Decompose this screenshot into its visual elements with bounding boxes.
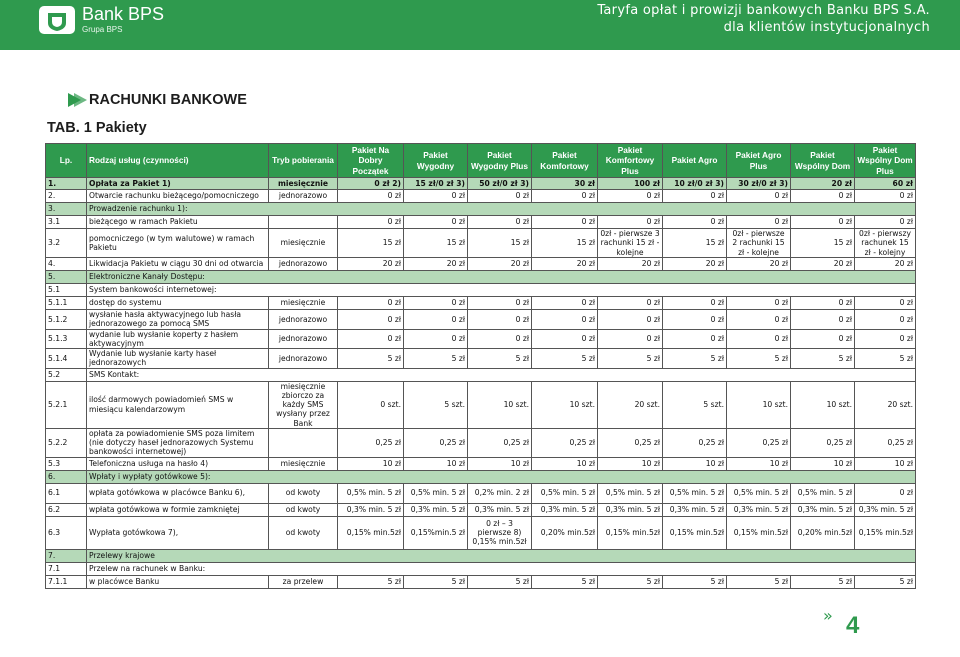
row-value-cell: 0,20% min.5zł	[791, 516, 855, 549]
row-number-cell: 5.1.2	[46, 310, 87, 330]
row-value-cell: 0 zł	[468, 190, 532, 203]
row-value-cell: 0,3% min. 5 zł	[791, 503, 855, 516]
row-value-cell: 0,3% min. 5 zł	[663, 503, 727, 516]
column-header: Pakiet Komfortowy Plus	[598, 144, 663, 178]
row-value-cell: 0 zł	[791, 297, 855, 310]
row-value-cell: 5 zł	[663, 349, 727, 369]
row-value-cell: 20 zł	[404, 258, 468, 271]
row-value-cell: 15 zł	[338, 229, 404, 258]
row-value-cell: 0,3% min. 5 zł	[598, 503, 663, 516]
brand-name: Bank BPS	[82, 4, 165, 24]
column-header: Pakiet Agro Plus	[727, 144, 791, 178]
row-value-cell: 0 zł	[468, 297, 532, 310]
row-value-cell: 10 zł	[598, 457, 663, 470]
row-value-cell: 0 zł – 3 pierwsze 8) 0,15% min.5zł	[468, 516, 532, 549]
row-value-cell: 15 zł	[404, 229, 468, 258]
table-row	[46, 516, 916, 549]
row-value-cell: 15 zł/0 zł 3)	[404, 178, 468, 190]
row-mode-cell: od kwoty	[269, 503, 338, 516]
row-value-cell: 20 zł	[598, 258, 663, 271]
row-value-cell: 5 zł	[855, 575, 916, 588]
row-value-cell: 10 szt.	[468, 381, 532, 428]
row-mode-cell: jednorazowo	[269, 349, 338, 369]
row-value-cell: 0 zł	[532, 297, 598, 310]
row-value-cell: 20 zł	[791, 178, 855, 190]
table-row	[46, 503, 916, 516]
row-value-cell: 5 zł	[468, 349, 532, 369]
row-value-cell: 15 zł	[791, 229, 855, 258]
row-value-cell: 10 zł	[727, 457, 791, 470]
row-value-cell: 5 zł	[404, 349, 468, 369]
row-value-cell: 0,3% min. 5 zł	[468, 503, 532, 516]
row-number-cell: 5.1.4	[46, 349, 87, 369]
row-number-cell: 1.	[46, 178, 87, 190]
row-number-cell: 3.	[46, 203, 87, 216]
column-header: Lp.	[46, 144, 87, 178]
row-value-cell: 0,5% min. 5 zł	[532, 483, 598, 503]
row-value-cell: 0 zł	[338, 190, 404, 203]
column-header: Rodzaj usług (czynności)	[87, 144, 269, 178]
row-number-cell: 5.2.1	[46, 381, 87, 428]
row-value-cell: 0,25 zł	[598, 428, 663, 457]
bank-logo-icon	[38, 5, 76, 35]
row-value-cell: 10 zł	[338, 457, 404, 470]
row-service-cell: wpłata gotówkowa w placówce Banku 6),	[87, 483, 269, 503]
row-value-cell: 100 zł	[598, 178, 663, 190]
row-section-cell: System bankowości internetowej:	[87, 284, 916, 297]
row-value-cell: 0 zł	[855, 483, 916, 503]
row-value-cell: 0 zł	[791, 310, 855, 330]
row-value-cell: 0 zł	[598, 216, 663, 229]
row-value-cell: 0 zł	[663, 190, 727, 203]
row-value-cell: 0,5% min. 5 zł	[791, 483, 855, 503]
row-number-cell: 5.	[46, 271, 87, 284]
row-service-cell: pomocniczego (w tym walutowe) w ramach Pakietu	[87, 229, 269, 258]
column-header: Pakiet Wspólny Dom Plus	[855, 144, 916, 178]
row-number-cell: 5.2	[46, 368, 87, 381]
row-value-cell: 0 zł	[532, 190, 598, 203]
row-value-cell: 30 zł/0 zł 3)	[727, 178, 791, 190]
row-value-cell: 0 zł	[855, 329, 916, 349]
row-value-cell: 0,3% min. 5 zł	[855, 503, 916, 516]
row-value-cell: 5 zł	[727, 349, 791, 369]
table-row	[46, 297, 916, 310]
row-mode-cell: miesięcznie	[269, 297, 338, 310]
row-value-cell: 0 zł	[532, 329, 598, 349]
column-header: Pakiet Komfortowy	[532, 144, 598, 178]
table-row	[46, 203, 916, 216]
table-row	[46, 549, 916, 562]
section-title: RACHUNKI BANKOWE	[89, 92, 247, 108]
row-number-cell: 6.2	[46, 503, 87, 516]
row-mode-cell: miesięcznie zbiorczo za każdy SMS wysłany przez Bank	[269, 381, 338, 428]
table-title: TAB. 1 Pakiety	[47, 120, 147, 136]
row-value-cell: 0zł - pierwsze 2 rachunki 15 zł - kolejne	[727, 229, 791, 258]
row-value-cell: 10 szt.	[727, 381, 791, 428]
table-row	[46, 428, 916, 457]
row-value-cell: 20 zł	[855, 258, 916, 271]
row-number-cell: 7.	[46, 549, 87, 562]
row-value-cell: 0 zł	[727, 216, 791, 229]
row-value-cell: 0 zł	[663, 297, 727, 310]
row-service-cell: Wypłata gotówkowa 7),	[87, 516, 269, 549]
row-value-cell: 15 zł	[468, 229, 532, 258]
table-row	[46, 178, 916, 190]
row-value-cell: 20 zł	[532, 258, 598, 271]
brand-subtitle: Grupa BPS	[82, 25, 123, 34]
row-mode-cell: jednorazowo	[269, 329, 338, 349]
row-section-cell: Prowadzenie rachunku 1):	[87, 203, 916, 216]
row-value-cell: 0,15% min.5zł	[338, 516, 404, 549]
row-mode-cell: od kwoty	[269, 516, 338, 549]
row-service-cell: dostęp do systemu	[87, 297, 269, 310]
row-value-cell: 0,25 zł	[532, 428, 598, 457]
row-section-cell: SMS Kontakt:	[87, 368, 916, 381]
table-header-row	[46, 144, 916, 178]
row-value-cell: 0,15%min.5 zł	[404, 516, 468, 549]
row-value-cell: 5 zł	[532, 349, 598, 369]
row-value-cell: 0,3% min. 5 zł	[727, 503, 791, 516]
row-value-cell: 10 zł	[404, 457, 468, 470]
row-service-cell: ilość darmowych powiadomień SMS w miesiącu kalendarzowym	[87, 381, 269, 428]
row-value-cell: 5 zł	[532, 575, 598, 588]
table-row	[46, 368, 916, 381]
row-value-cell: 5 zł	[338, 575, 404, 588]
row-value-cell: 0 zł	[727, 190, 791, 203]
row-value-cell: 0 zł	[468, 310, 532, 330]
row-value-cell: 0,25 zł	[727, 428, 791, 457]
header-title-line2: dla klientów instytucjonalnych	[723, 20, 930, 35]
row-value-cell: 10 szt.	[791, 381, 855, 428]
table-row	[46, 216, 916, 229]
row-value-cell: 0 zł	[468, 329, 532, 349]
row-number-cell: 5.2.2	[46, 428, 87, 457]
row-value-cell: 5 zł	[598, 349, 663, 369]
row-mode-cell: miesięcznie	[269, 178, 338, 190]
table-row	[46, 190, 916, 203]
row-mode-cell: jednorazowo	[269, 190, 338, 203]
row-number-cell: 3.1	[46, 216, 87, 229]
table-row	[46, 562, 916, 575]
row-value-cell: 5 szt.	[663, 381, 727, 428]
row-service-cell: Wydanie lub wysłanie karty haseł jednorazowych	[87, 349, 269, 369]
row-value-cell: 0 zł	[338, 216, 404, 229]
table-row	[46, 310, 916, 330]
row-service-cell: Telefoniczna usługa na hasło 4)	[87, 457, 269, 470]
row-number-cell: 5.1	[46, 284, 87, 297]
row-value-cell: 15 zł	[532, 229, 598, 258]
row-value-cell: 0,20% min.5zł	[532, 516, 598, 549]
table-row	[46, 381, 916, 428]
row-value-cell: 20 zł	[727, 258, 791, 271]
table-row	[46, 284, 916, 297]
row-value-cell: 0,15% min.5zł	[855, 516, 916, 549]
row-value-cell: 0 zł	[598, 329, 663, 349]
column-header: Pakiet Wygodny Plus	[468, 144, 532, 178]
row-value-cell: 0 zł	[404, 297, 468, 310]
row-value-cell: 0 zł	[532, 216, 598, 229]
row-value-cell: 0 zł	[727, 329, 791, 349]
row-value-cell: 10 zł	[532, 457, 598, 470]
row-value-cell: 0 zł	[855, 297, 916, 310]
row-number-cell: 6.3	[46, 516, 87, 549]
row-number-cell: 5.3	[46, 457, 87, 470]
row-value-cell: 0,15% min.5zł	[727, 516, 791, 549]
row-value-cell: 0,3% min. 5 zł	[338, 503, 404, 516]
row-number-cell: 6.	[46, 470, 87, 483]
row-value-cell: 20 szt.	[598, 381, 663, 428]
column-header: Pakiet Wygodny	[404, 144, 468, 178]
row-mode-cell: jednorazowo	[269, 310, 338, 330]
header-title-line1: Taryfa opłat i prowizji bankowych Banku BPS S.A.	[597, 3, 930, 18]
row-value-cell: 0 zł	[855, 310, 916, 330]
column-header: Pakiet Na Dobry Początek	[338, 144, 404, 178]
page-header	[0, 0, 960, 50]
row-value-cell: 0,25 zł	[791, 428, 855, 457]
row-value-cell: 0,2% min. 2 zł	[468, 483, 532, 503]
table-row	[46, 229, 916, 258]
row-value-cell: 0,25 zł	[404, 428, 468, 457]
column-header: Pakiet Agro	[663, 144, 727, 178]
table-row	[46, 457, 916, 470]
row-section-cell: Wpłaty i wypłaty gotówkowe 5):	[87, 470, 916, 483]
table-row	[46, 329, 916, 349]
row-value-cell: 0,25 zł	[663, 428, 727, 457]
row-value-cell: 10 zł	[663, 457, 727, 470]
row-value-cell: 20 zł	[791, 258, 855, 271]
footer-arrows-icon: »	[823, 606, 833, 625]
row-value-cell: 0 zł	[855, 190, 916, 203]
row-value-cell: 0,3% min. 5 zł	[404, 503, 468, 516]
row-value-cell: 5 zł	[791, 349, 855, 369]
row-mode-cell	[269, 216, 338, 229]
row-value-cell: 0 zł	[468, 216, 532, 229]
row-value-cell: 0 zł	[663, 216, 727, 229]
table-row	[46, 258, 916, 271]
row-section-cell: Przelewy krajowe	[87, 549, 916, 562]
row-service-cell: opłata za powiadomienie SMS poza limitem (nie dotyczy haseł jednorazowych Systemu bankowości internetowej)	[87, 428, 269, 457]
row-value-cell: 5 zł	[663, 575, 727, 588]
row-mode-cell: od kwoty	[269, 483, 338, 503]
row-value-cell: 0 zł	[598, 310, 663, 330]
row-mode-cell: miesięcznie	[269, 457, 338, 470]
table-row	[46, 575, 916, 588]
row-value-cell: 0 zł	[338, 297, 404, 310]
row-value-cell: 10 szt.	[532, 381, 598, 428]
row-value-cell: 0 szt.	[338, 381, 404, 428]
column-header: Tryb pobierania	[269, 144, 338, 178]
row-value-cell: 5 zł	[338, 349, 404, 369]
row-number-cell: 7.1.1	[46, 575, 87, 588]
row-value-cell: 0,5% min. 5 zł	[404, 483, 468, 503]
row-value-cell: 20 zł	[663, 258, 727, 271]
chevron-right-icon	[68, 93, 87, 107]
table-row	[46, 470, 916, 483]
row-section-cell: Elektroniczne Kanały Dostępu:	[87, 271, 916, 284]
row-value-cell: 0 zł	[855, 216, 916, 229]
row-value-cell: 0 zł	[791, 329, 855, 349]
row-service-cell: Likwidacja Pakietu w ciągu 30 dni od otwarcia	[87, 258, 269, 271]
row-value-cell: 10 zł/0 zł 3)	[663, 178, 727, 190]
row-number-cell: 2.	[46, 190, 87, 203]
row-value-cell: 0,25 zł	[468, 428, 532, 457]
row-number-cell: 6.1	[46, 483, 87, 503]
row-value-cell: 15 zł	[663, 229, 727, 258]
row-value-cell: 5 zł	[727, 575, 791, 588]
row-service-cell: w placówce Banku	[87, 575, 269, 588]
row-value-cell: 5 szt.	[404, 381, 468, 428]
row-value-cell: 0 zł	[404, 216, 468, 229]
row-value-cell: 5 zł	[404, 575, 468, 588]
column-header: Pakiet Wspólny Dom	[791, 144, 855, 178]
row-value-cell: 0 zł	[598, 297, 663, 310]
row-value-cell: 0 zł	[404, 310, 468, 330]
row-value-cell: 5 zł	[598, 575, 663, 588]
row-value-cell: 0 zł	[727, 297, 791, 310]
page-number: 4	[846, 612, 860, 639]
row-value-cell: 20 zł	[338, 258, 404, 271]
row-section-cell: Przelew na rachunek w Banku:	[87, 562, 916, 575]
row-mode-cell	[269, 428, 338, 457]
table-row	[46, 349, 916, 369]
row-value-cell: 5 zł	[855, 349, 916, 369]
row-value-cell: 50 zł/0 zł 3)	[468, 178, 532, 190]
row-value-cell: 10 zł	[855, 457, 916, 470]
row-value-cell: 60 zł	[855, 178, 916, 190]
row-value-cell: 0 zł	[663, 310, 727, 330]
fee-table	[45, 143, 916, 589]
row-value-cell: 0,15% min.5zł	[663, 516, 727, 549]
row-number-cell: 5.1.3	[46, 329, 87, 349]
row-value-cell: 0,3% min. 5 zł	[532, 503, 598, 516]
row-service-cell: Otwarcie rachunku bieżącego/pomocniczego	[87, 190, 269, 203]
row-value-cell: 0,5% min. 5 zł	[598, 483, 663, 503]
row-value-cell: 0,15% min.5zł	[598, 516, 663, 549]
row-number-cell: 5.1.1	[46, 297, 87, 310]
row-value-cell: 30 zł	[532, 178, 598, 190]
row-value-cell: 0 zł	[532, 310, 598, 330]
row-value-cell: 0zł - pierwsze 3 rachunki 15 zł - kolejne	[598, 229, 663, 258]
row-value-cell: 5 zł	[791, 575, 855, 588]
row-number-cell: 3.2	[46, 229, 87, 258]
row-value-cell: 0 zł	[338, 310, 404, 330]
row-service-cell: Opłata za Pakiet 1)	[87, 178, 269, 190]
table-row	[46, 483, 916, 503]
row-value-cell: 0 zł	[404, 190, 468, 203]
row-value-cell: 10 zł	[791, 457, 855, 470]
row-value-cell: 0 zł	[791, 216, 855, 229]
row-value-cell: 0,25 zł	[338, 428, 404, 457]
row-value-cell: 0 zł	[338, 329, 404, 349]
row-value-cell: 0,25 zł	[855, 428, 916, 457]
table-row	[46, 271, 916, 284]
row-service-cell: wpłata gotówkowa w formie zamkniętej	[87, 503, 269, 516]
row-value-cell: 0 zł	[598, 190, 663, 203]
row-value-cell: 0 zł	[727, 310, 791, 330]
row-value-cell: 0,5% min. 5 zł	[663, 483, 727, 503]
row-service-cell: bieżącego w ramach Pakietu	[87, 216, 269, 229]
row-service-cell: wysłanie hasła aktywacyjnego lub hasła jednorazowego za pomocą SMS	[87, 310, 269, 330]
row-mode-cell: miesięcznie	[269, 229, 338, 258]
row-value-cell: 0 zł	[404, 329, 468, 349]
row-value-cell: 0,5% min. 5 zł	[338, 483, 404, 503]
row-value-cell: 5 zł	[468, 575, 532, 588]
row-value-cell: 0 zł	[791, 190, 855, 203]
row-value-cell: 0,5% min. 5 zł	[727, 483, 791, 503]
row-number-cell: 7.1	[46, 562, 87, 575]
row-value-cell: 10 zł	[468, 457, 532, 470]
row-service-cell: wydanie lub wysłanie koperty z hasłem aktywacyjnym	[87, 329, 269, 349]
row-mode-cell: jednorazowo	[269, 258, 338, 271]
row-value-cell: 20 szt.	[855, 381, 916, 428]
row-number-cell: 4.	[46, 258, 87, 271]
row-mode-cell: za przelew	[269, 575, 338, 588]
row-value-cell: 20 zł	[468, 258, 532, 271]
row-value-cell: 0zł - pierwszy rachunek 15 zł - kolejny	[855, 229, 916, 258]
row-value-cell: 0 zł 2)	[338, 178, 404, 190]
row-value-cell: 0 zł	[663, 329, 727, 349]
